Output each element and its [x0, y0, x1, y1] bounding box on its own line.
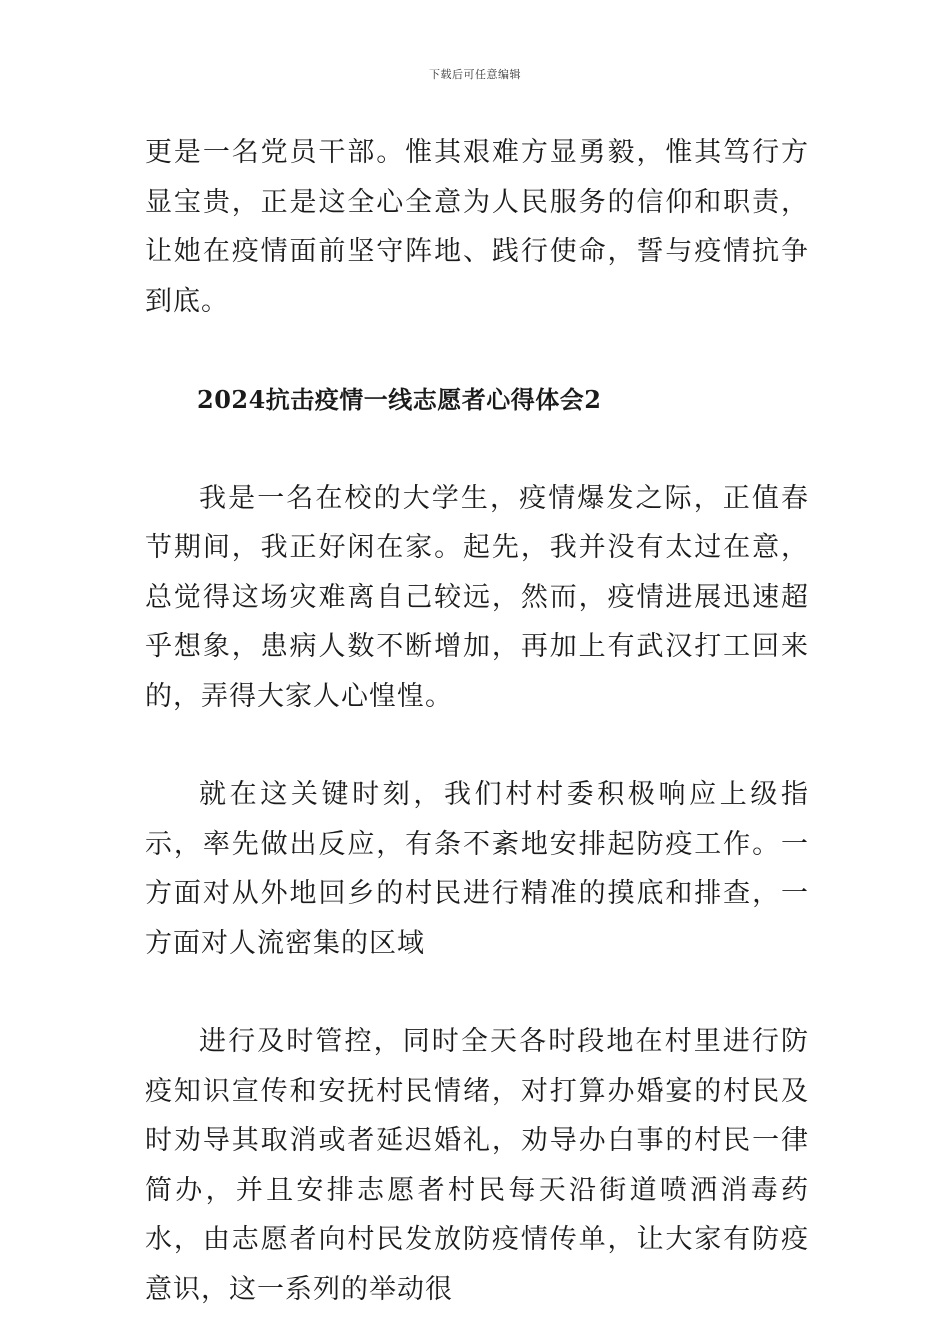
- paragraph: 我是一名在校的大学生，疫情爆发之际，正值春节期间，我正好闲在家。起先，我并没有太过在意，总觉得这场灾难离自己较远，然而，疫情进展迅速超乎想象，患病人数不断增加，再加上有武汉打工回来的，弄得大家人心惶惶。: [145, 482, 809, 712]
- paragraph: 就在这关键时刻，我们村村委积极响应上级指示，率先做出反应，有条不紊地安排起防疫工作。一方面对从外地回乡的村民进行精准的摸底和排查，一方面对人流密集的区域: [145, 779, 809, 959]
- paragraph-continuation: 更是一名党员干部。惟其艰难方显勇毅，惟其笃行方显宝贵，正是这全心全意为人民服务的信仰和职责，让她在疫情面前坚守阵地、践行使命，誓与疫情抗争到底。: [145, 137, 809, 317]
- document-body: [145, 128, 809, 1314]
- paragraph: 进行及时管控，同时全天各时段地在村里进行防疫知识宣传和安抚村民情绪，对打算办婚宴的村民及时劝导其取消或者延迟婚礼，劝导办白事的村民一律简办，并且安排志愿者村民每天沿街道喷洒消毒药水，由志愿者向村民发放防疫情传单，让大家有防疫意识，这一系列的举动很: [145, 1026, 809, 1305]
- section-title: 2024抗击疫情一线志愿者心得体会2: [197, 385, 602, 414]
- page-header-note: 下载后可任意编辑: [429, 68, 521, 81]
